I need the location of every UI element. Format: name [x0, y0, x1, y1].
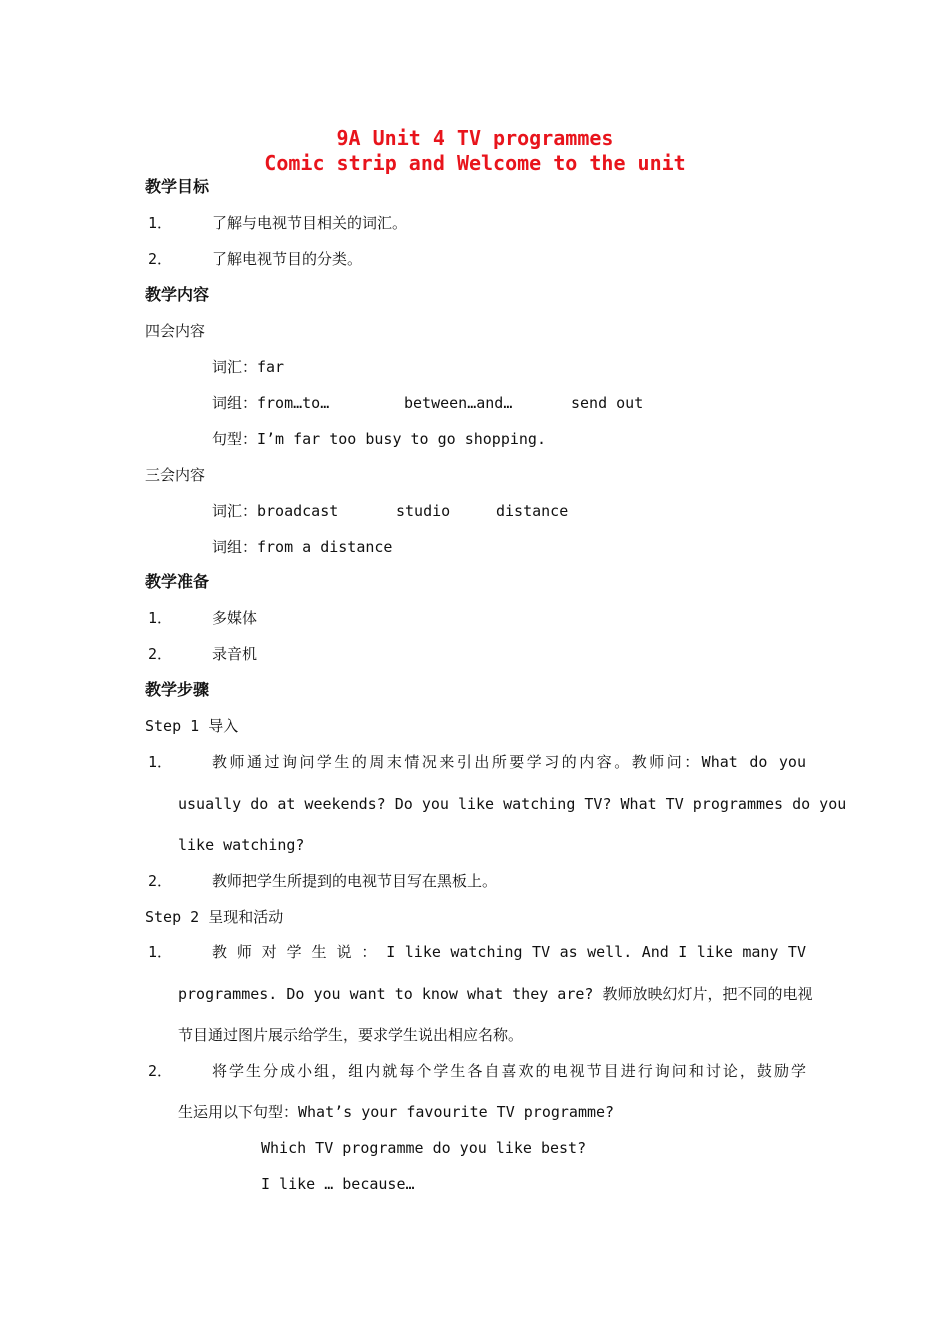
paragraph-line: 教 师 对 学 生 说 ： I like watching TV as well. And I like many TV	[212, 943, 806, 961]
section-heading-preparation: 教学准备	[145, 572, 210, 591]
paragraph-line: programmes. Do you want to know what they are? 教师放映幻灯片，把不同的电视	[178, 985, 813, 1003]
phrase-item: between…and…	[404, 394, 513, 412]
list-number: 1．	[148, 943, 173, 961]
section-heading-steps: 教学步骤	[145, 680, 210, 699]
list-number: 2．	[148, 250, 173, 268]
paragraph-line: usually do at weekends? Do you like watching TV? What TV programmes do you	[178, 795, 847, 813]
subsection-label: 四会内容	[145, 322, 206, 340]
list-number: 2．	[148, 872, 173, 890]
list-number: 1．	[148, 753, 173, 771]
paragraph-line: 将学生分成小组，组内就每个学生各自喜欢的电视节目进行询问和讨论，鼓励学	[212, 1062, 806, 1080]
list-item: 了解与电视节目相关的词汇。	[212, 214, 408, 232]
paragraph-line: 生运用以下句型：What’s your favourite TV programme?	[178, 1103, 615, 1121]
list-item: 了解电视节目的分类。	[212, 250, 363, 268]
sentence-pattern: Which TV programme do you like best?	[261, 1139, 587, 1157]
section-heading-objectives: 教学目标	[145, 177, 210, 196]
subsection-label: 三会内容	[145, 466, 206, 484]
phrase-item: send out	[571, 394, 644, 412]
sentence-pattern: I like … because…	[261, 1175, 415, 1193]
list-item: 录音机	[212, 645, 258, 663]
document-subtitle: Comic strip and Welcome to the unit	[264, 151, 686, 175]
list-number: 2．	[148, 645, 173, 663]
section-heading-content: 教学内容	[145, 285, 210, 304]
sentence-line: 句型：I’m far too busy to go shopping.	[212, 430, 546, 448]
list-number: 1．	[148, 214, 173, 232]
list-number: 1．	[148, 609, 173, 627]
phrases-line: 词组：from…to…	[212, 394, 330, 412]
vocab-line: 词汇：broadcast	[212, 502, 339, 520]
paragraph-line: 教师把学生所提到的电视节目写在黑板上。	[212, 872, 498, 890]
list-number: 2．	[148, 1062, 173, 1080]
paragraph-line: like watching?	[178, 836, 305, 854]
vocab-item: distance	[496, 502, 569, 520]
step-label: Step 2 呈现和活动	[145, 908, 284, 926]
phrases-line: 词组：from a distance	[212, 538, 393, 556]
vocab-item: studio	[396, 502, 451, 520]
vocab-line: 词汇：far	[212, 358, 285, 376]
paragraph-line: 教师通过询问学生的周末情况来引出所要学习的内容。教师问：What do you	[212, 753, 806, 771]
step-label: Step 1 导入	[145, 717, 239, 735]
list-item: 多媒体	[212, 609, 258, 627]
paragraph-line: 节目通过图片展示给学生，要求学生说出相应名称。	[178, 1026, 524, 1044]
document-title: 9A Unit 4 TV programmes	[336, 126, 614, 150]
